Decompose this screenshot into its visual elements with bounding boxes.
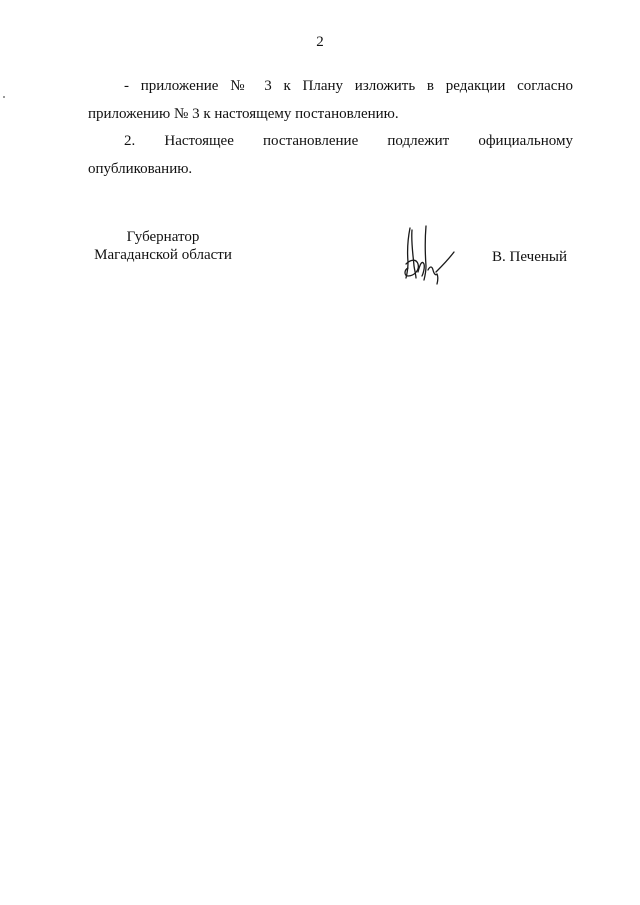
- margin-mark: [3, 96, 5, 98]
- signer-position: Губернатор: [126, 229, 200, 245]
- handwritten-signature-icon: [398, 220, 458, 290]
- paragraph-appendix: [88, 72, 573, 128]
- paragraph-line: 2. Настоящее постановление подлежит официальному: [124, 133, 573, 149]
- signature-block: [88, 228, 573, 298]
- signer-name: В. Печеный: [492, 249, 567, 265]
- signer-title: [88, 228, 238, 264]
- paragraph-line: приложению № 3 к настоящему постановлению.: [88, 106, 399, 122]
- paragraph-line: - приложение № 3 к Плану изложить в редакции согласно: [124, 78, 573, 94]
- page-number: 2: [316, 34, 324, 50]
- signer-region: Магаданской области: [94, 247, 232, 263]
- paragraph-publication: [88, 127, 573, 183]
- paragraph-line: опубликованию.: [88, 161, 193, 177]
